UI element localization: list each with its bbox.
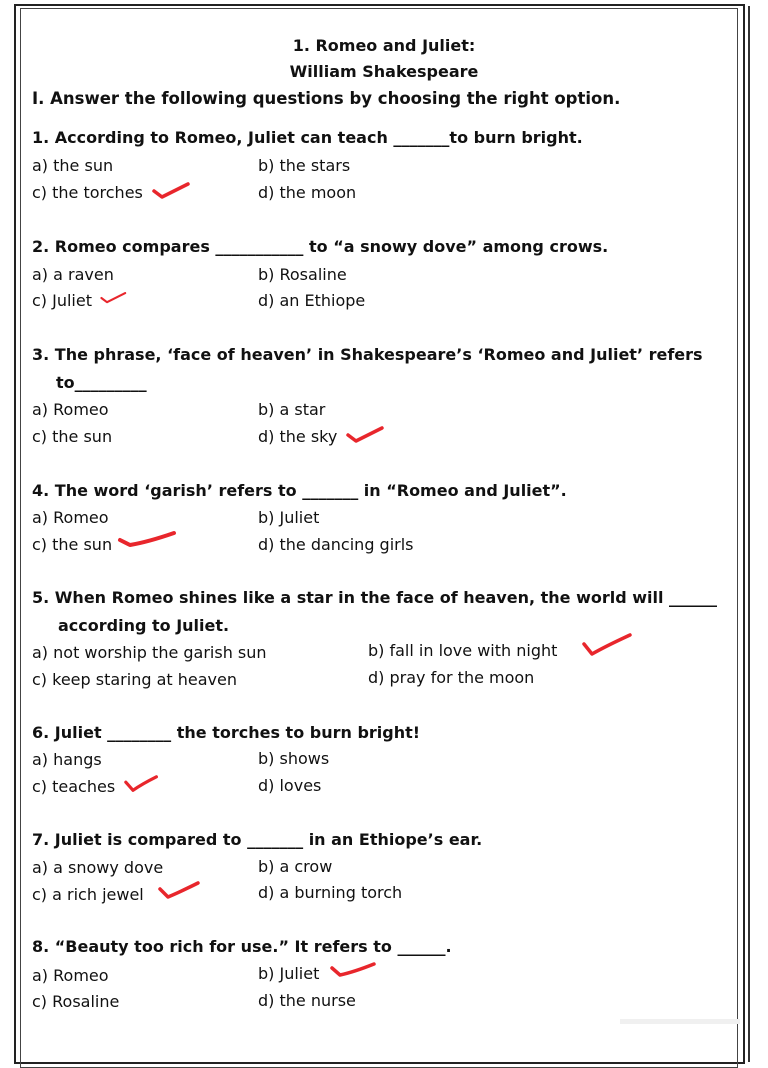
question-6-option-c: c) teaches (32, 777, 116, 796)
question-1-option-d: d) the moon (258, 183, 357, 202)
question-7-text: 7. Juliet is compared to _______ in an Ethiope’s ear. (32, 830, 483, 849)
question-8-option-d: d) the nurse (258, 991, 356, 1010)
check-mark-icon (100, 290, 128, 304)
question-2-option-b: b) Rosaline (258, 265, 347, 284)
question-7-option-d: d) a burning torch (258, 883, 403, 902)
question-6-option-d: d) loves (258, 776, 322, 795)
question-3-option-b: b) a star (258, 400, 326, 419)
check-mark-icon (124, 774, 160, 794)
question-1-option-c: c) the torches (32, 183, 143, 202)
question-5-option-d: d) pray for the moon (368, 668, 535, 687)
question-2-option-d: d) an Ethiope (258, 291, 366, 310)
question-4-option-c: c) the sun (32, 535, 113, 554)
question-4-text: 4. The word ‘garish’ refers to _______ in “Romeo and Juliet”. (32, 481, 567, 500)
question-2-option-a: a) a raven (32, 265, 114, 284)
check-mark-icon (152, 182, 192, 200)
question-3-option-a: a) Romeo (32, 400, 109, 419)
scan-artifact (620, 1019, 740, 1024)
question-6-text: 6. Juliet ________ the torches to burn bright! (32, 723, 421, 742)
question-6-option-b: b) shows (258, 749, 330, 768)
question-3-option-c: c) the sun (32, 427, 113, 446)
question-6-option-a: a) hangs (32, 750, 102, 769)
question-7-option-a: a) a snowy dove (32, 858, 164, 877)
question-5-text: 5. When Romeo shines like a star in the face of heaven, the world will ______ (32, 588, 718, 607)
question-8-text: 8. “Beauty too rich for use.” It refers to ______. (32, 937, 452, 956)
question-5-option-a: a) not worship the garish sun (32, 643, 267, 662)
worksheet-author: William Shakespeare (289, 62, 479, 81)
check-mark-icon (346, 426, 386, 444)
question-8-option-a: a) Romeo (32, 966, 109, 985)
question-5-option-c: c) keep staring at heaven (32, 670, 237, 689)
question-4-option-a: a) Romeo (32, 508, 109, 527)
question-4-option-d: d) the dancing girls (258, 535, 414, 554)
worksheet-title: 1. Romeo and Juliet: (292, 36, 476, 55)
question-4-option-b: b) Juliet (258, 508, 320, 527)
question-8-option-c: c) Rosaline (32, 992, 120, 1011)
question-7-option-c: c) a rich jewel (32, 885, 144, 904)
question-3-text-cont: to_________ (56, 373, 147, 392)
check-mark-icon (158, 880, 202, 900)
check-mark-icon (330, 960, 378, 980)
question-2-option-c: c) Juliet (32, 291, 92, 310)
check-mark-icon (582, 632, 634, 658)
question-8-option-b: b) Juliet (258, 964, 320, 983)
question-3-option-d: d) the sky (258, 427, 338, 446)
question-5-text-cont: according to Juliet. (58, 616, 230, 635)
question-2-text: 2. Romeo compares ___________ to “a snowy dove” among crows. (32, 237, 609, 256)
question-1-option-b: b) the stars (258, 156, 351, 175)
question-7-option-b: b) a crow (258, 857, 333, 876)
question-3-text: 3. The phrase, ‘face of heaven’ in Shakespeare’s ‘Romeo and Juliet’ refers (32, 345, 703, 364)
question-1-option-a: a) the sun (32, 156, 114, 175)
question-1-text: 1. According to Romeo, Juliet can teach _______to burn bright. (32, 128, 583, 147)
check-mark-icon (118, 530, 178, 548)
instruction-text: I. Answer the following questions by choosing the right option. (32, 89, 621, 108)
question-5-option-b: b) fall in love with night (368, 641, 558, 660)
